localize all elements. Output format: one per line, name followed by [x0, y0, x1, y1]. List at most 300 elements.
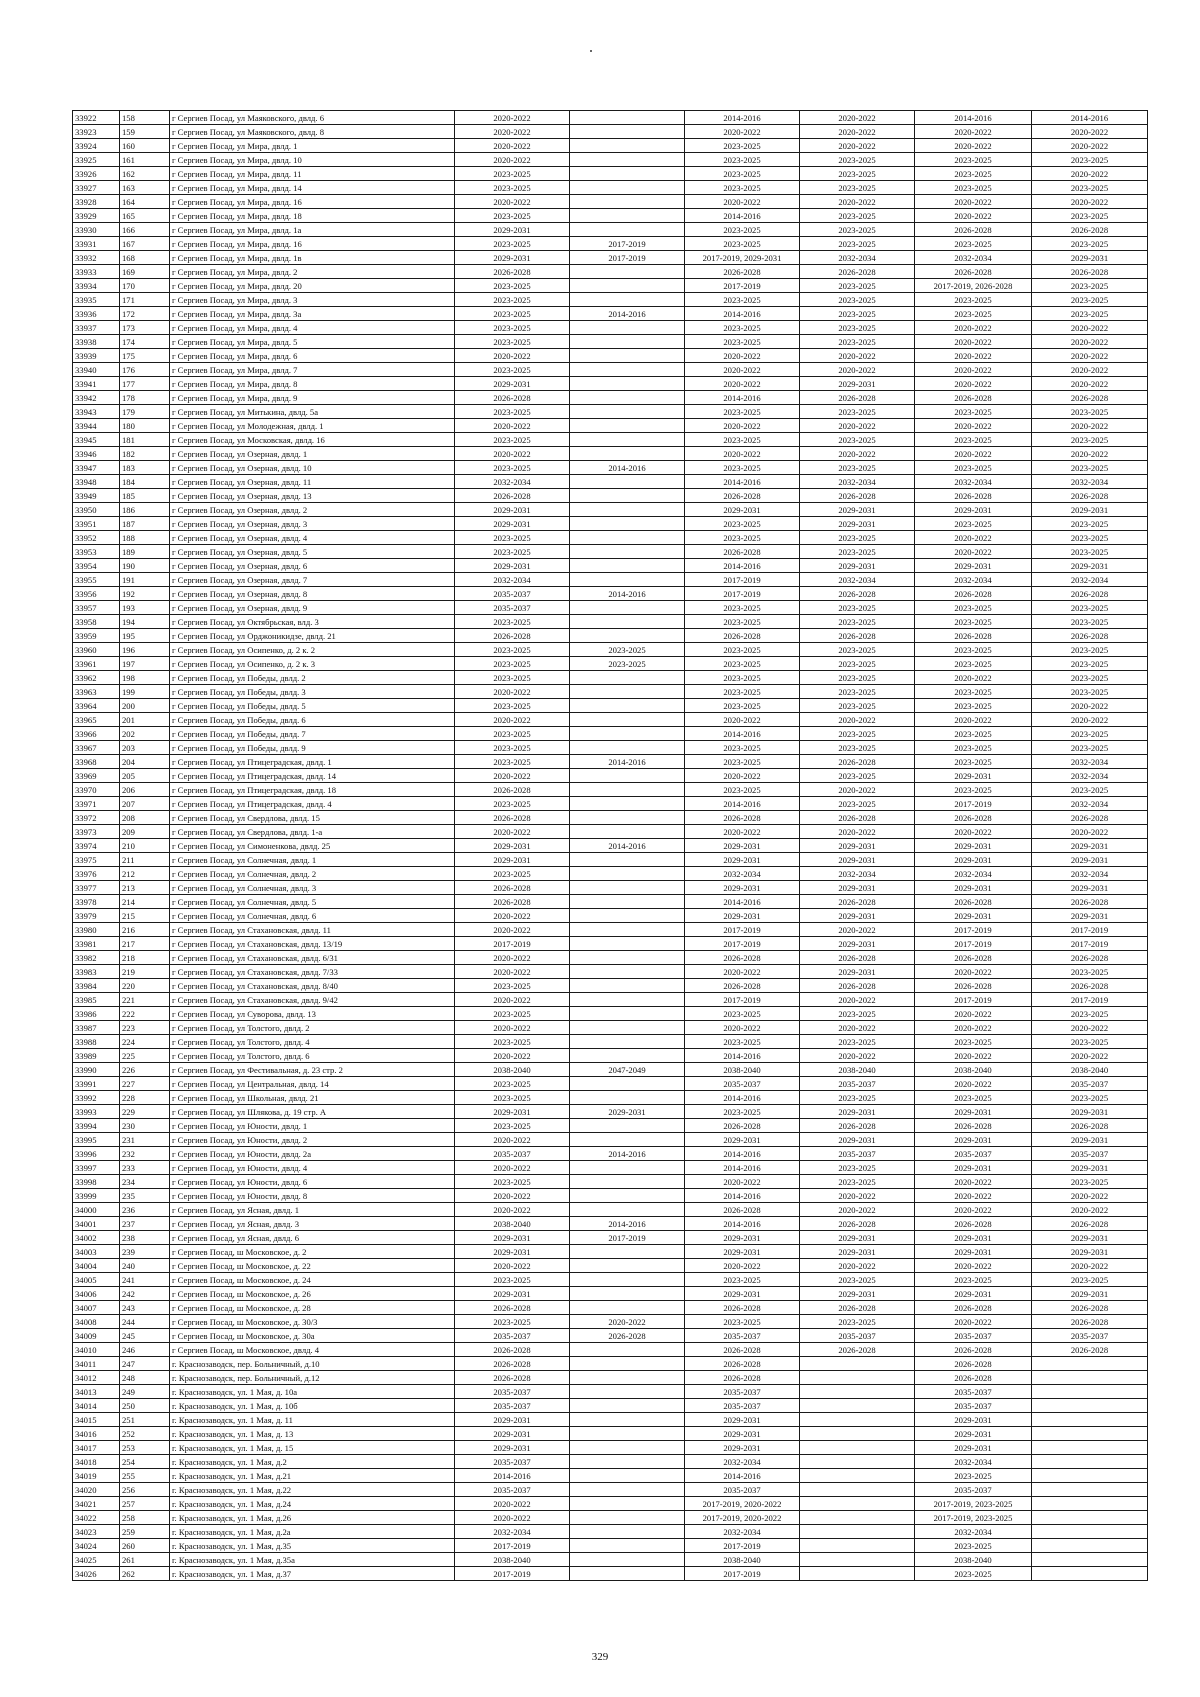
table-cell: [570, 1287, 685, 1301]
table-cell: 33934: [73, 279, 120, 293]
table-cell: г Сергиев Посад, ул Шлякова, д. 19 стр. А: [170, 1105, 455, 1119]
table-cell: 2035-2037: [915, 1147, 1032, 1161]
table-cell: 2023-2025: [455, 671, 570, 685]
table-cell: 2026-2028: [685, 489, 800, 503]
table-cell: [570, 629, 685, 643]
table-cell: 2023-2025: [800, 545, 915, 559]
table-cell: 2023-2025: [800, 769, 915, 783]
table-cell: 2026-2028: [800, 629, 915, 643]
table-cell: г Сергиев Посад, ул Осипенко, д. 2 к. 3: [170, 657, 455, 671]
table-cell: 33948: [73, 475, 120, 489]
table-cell: 2020-2022: [455, 1259, 570, 1273]
table-cell: 2026-2028: [915, 1343, 1032, 1357]
table-cell: 260: [120, 1539, 170, 1553]
table-row: [73, 867, 1148, 881]
register-rows: [73, 111, 1148, 1581]
table-cell: 2023-2025: [915, 307, 1032, 321]
table-cell: 2038-2040: [800, 1063, 915, 1077]
table-cell: 248: [120, 1371, 170, 1385]
table-cell: 2026-2028: [455, 881, 570, 895]
table-cell: 2014-2016: [685, 111, 800, 125]
table-cell: г Сергиев Посад, ш Московское, д. 30/3: [170, 1315, 455, 1329]
table-row: [73, 1203, 1148, 1217]
table-cell: 2029-2031: [1032, 503, 1148, 517]
table-cell: г Сергиев Посад, ул Солнечная, двлд. 6: [170, 909, 455, 923]
table-cell: 165: [120, 209, 170, 223]
table-row: [73, 1301, 1148, 1315]
table-cell: 2020-2022: [570, 1315, 685, 1329]
table-cell: 2014-2016: [685, 1091, 800, 1105]
table-cell: 227: [120, 1077, 170, 1091]
table-cell: 34014: [73, 1399, 120, 1413]
table-cell: 2023-2025: [455, 741, 570, 755]
table-cell: 250: [120, 1399, 170, 1413]
table-cell: [570, 1245, 685, 1259]
table-cell: 2029-2031: [685, 503, 800, 517]
table-cell: 2026-2028: [1032, 811, 1148, 825]
table-cell: 209: [120, 825, 170, 839]
table-cell: [570, 671, 685, 685]
table-cell: [570, 783, 685, 797]
table-cell: 2029-2031: [455, 1441, 570, 1455]
table-cell: 2029-2031: [800, 517, 915, 531]
table-cell: 2023-2025: [915, 237, 1032, 251]
table-cell: 2023-2025: [1032, 657, 1148, 671]
table-cell: 34001: [73, 1217, 120, 1231]
table-cell: 2029-2031: [800, 839, 915, 853]
table-cell: г Сергиев Посад, ул Стахановская, двлд. 9/42: [170, 993, 455, 1007]
table-cell: 2014-2016: [685, 209, 800, 223]
table-cell: г Сергиев Посад, ул Юности, двлд. 1: [170, 1119, 455, 1133]
table-cell: 2029-2031: [915, 881, 1032, 895]
table-cell: 2023-2025: [455, 545, 570, 559]
table-cell: 2023-2025: [800, 671, 915, 685]
table-row: [73, 895, 1148, 909]
table-cell: 33977: [73, 881, 120, 895]
table-cell: 2023-2025: [455, 1119, 570, 1133]
table-cell: 2029-2031: [915, 559, 1032, 573]
table-cell: [570, 951, 685, 965]
table-cell: 2020-2022: [455, 923, 570, 937]
table-cell: 2023-2025: [1032, 209, 1148, 223]
table-cell: [570, 1259, 685, 1273]
table-cell: 2023-2025: [800, 1007, 915, 1021]
table-cell: [1032, 1553, 1148, 1567]
table-cell: 2029-2031: [915, 1245, 1032, 1259]
table-row: [73, 1497, 1148, 1511]
table-cell: 2029-2031: [1032, 1245, 1148, 1259]
table-cell: 2023-2025: [455, 167, 570, 181]
table-cell: [570, 1539, 685, 1553]
table-cell: 2026-2028: [685, 979, 800, 993]
table-cell: г Сергиев Посад, ул Озерная, двлд. 8: [170, 587, 455, 601]
table-cell: 33942: [73, 391, 120, 405]
table-cell: 2023-2025: [1032, 1035, 1148, 1049]
table-cell: 2026-2028: [800, 391, 915, 405]
table-cell: 194: [120, 615, 170, 629]
table-cell: 2023-2025: [800, 615, 915, 629]
table-cell: 2023-2025: [455, 433, 570, 447]
table-cell: [570, 853, 685, 867]
table-cell: 2020-2022: [685, 1259, 800, 1273]
table-cell: 171: [120, 293, 170, 307]
table-row: [73, 1273, 1148, 1287]
table-cell: 2023-2025: [455, 237, 570, 251]
table-cell: г Сергиев Посад, ш Московское, д. 24: [170, 1273, 455, 1287]
table-cell: 33970: [73, 783, 120, 797]
table-row: [73, 279, 1148, 293]
table-row: [73, 1035, 1148, 1049]
table-cell: 2023-2025: [800, 181, 915, 195]
table-cell: 2023-2025: [685, 139, 800, 153]
table-cell: 240: [120, 1259, 170, 1273]
table-row: [73, 1343, 1148, 1357]
table-cell: 2032-2034: [1032, 797, 1148, 811]
table-cell: 2032-2034: [1032, 755, 1148, 769]
table-cell: 2020-2022: [455, 153, 570, 167]
table-cell: 34009: [73, 1329, 120, 1343]
table-cell: 2023-2025: [915, 405, 1032, 419]
table-cell: 2029-2031: [455, 1427, 570, 1441]
table-cell: 2035-2037: [455, 1385, 570, 1399]
table-cell: г. Краснозаводск, ул. 1 Мая, д.35а: [170, 1553, 455, 1567]
table-cell: г Сергиев Посад, ул Стахановская, двлд. 13/19: [170, 937, 455, 951]
table-cell: 224: [120, 1035, 170, 1049]
table-row: [73, 475, 1148, 489]
table-cell: 2023-2025: [800, 153, 915, 167]
table-cell: 2023-2025: [915, 1539, 1032, 1553]
table-cell: [800, 1511, 915, 1525]
table-cell: 170: [120, 279, 170, 293]
table-row: [73, 377, 1148, 391]
table-cell: 2026-2028: [685, 811, 800, 825]
table-cell: 2020-2022: [800, 1203, 915, 1217]
table-cell: 33924: [73, 139, 120, 153]
table-cell: г Сергиев Посад, ул Озерная, двлд. 6: [170, 559, 455, 573]
table-cell: 2014-2016: [570, 587, 685, 601]
table-cell: 2023-2025: [685, 755, 800, 769]
table-cell: 2023-2025: [685, 1007, 800, 1021]
table-cell: 33953: [73, 545, 120, 559]
table-cell: 251: [120, 1413, 170, 1427]
table-cell: [570, 433, 685, 447]
table-cell: г Сергиев Посад, ул Озерная, двлд. 2: [170, 503, 455, 517]
table-cell: 2014-2016: [685, 1147, 800, 1161]
table-row: [73, 1091, 1148, 1105]
table-cell: 2032-2034: [915, 1455, 1032, 1469]
table-cell: 33932: [73, 251, 120, 265]
table-cell: 2020-2022: [915, 195, 1032, 209]
table-cell: [570, 1385, 685, 1399]
table-cell: 2026-2028: [800, 265, 915, 279]
table-cell: 2023-2025: [685, 1273, 800, 1287]
table-cell: г Сергиев Посад, ул Мира, двлд. 9: [170, 391, 455, 405]
table-cell: 2023-2025: [1032, 741, 1148, 755]
table-cell: г. Краснозаводск, ул. 1 Мая, д.2: [170, 1455, 455, 1469]
table-cell: 2020-2022: [455, 685, 570, 699]
table-cell: [570, 909, 685, 923]
table-cell: 2032-2034: [915, 1525, 1032, 1539]
table-cell: 2029-2031: [455, 1231, 570, 1245]
table-cell: 2014-2016: [570, 755, 685, 769]
table-cell: 33937: [73, 321, 120, 335]
table-cell: 34019: [73, 1469, 120, 1483]
table-cell: 2032-2034: [1032, 769, 1148, 783]
table-cell: 2014-2016: [685, 727, 800, 741]
table-cell: 225: [120, 1049, 170, 1063]
table-cell: г Сергиев Посад, ул Маяковского, двлд. 6: [170, 111, 455, 125]
table-cell: [570, 1427, 685, 1441]
table-cell: 2023-2025: [915, 293, 1032, 307]
table-cell: 2032-2034: [915, 867, 1032, 881]
table-cell: 2020-2022: [1032, 167, 1148, 181]
table-cell: 187: [120, 517, 170, 531]
table-cell: 247: [120, 1357, 170, 1371]
table-cell: 2014-2016: [455, 1469, 570, 1483]
table-cell: 2017-2019: [570, 237, 685, 251]
table-cell: 34026: [73, 1567, 120, 1581]
table-cell: г Сергиев Посад, ш Московское, д. 22: [170, 1259, 455, 1273]
table-cell: 2020-2022: [1032, 1203, 1148, 1217]
table-cell: 34012: [73, 1371, 120, 1385]
table-row: [73, 1371, 1148, 1385]
table-cell: 33971: [73, 797, 120, 811]
table-cell: 2020-2022: [455, 769, 570, 783]
table-cell: г Сергиев Посад, ул Мира, двлд. 20: [170, 279, 455, 293]
table-cell: 2020-2022: [455, 1133, 570, 1147]
table-cell: 2017-2019: [1032, 937, 1148, 951]
table-cell: г Сергиев Посад, ш Московское, д. 26: [170, 1287, 455, 1301]
table-cell: [800, 1399, 915, 1413]
table-cell: 2023-2025: [800, 1091, 915, 1105]
table-cell: [800, 1469, 915, 1483]
table-cell: 2029-2031: [455, 503, 570, 517]
table-cell: г. Краснозаводск, ул. 1 Мая, д. 13: [170, 1427, 455, 1441]
table-cell: 158: [120, 111, 170, 125]
table-cell: [570, 937, 685, 951]
table-cell: 2014-2016: [685, 307, 800, 321]
table-cell: 2038-2040: [915, 1063, 1032, 1077]
table-row: [73, 335, 1148, 349]
table-cell: [570, 265, 685, 279]
table-cell: [570, 405, 685, 419]
table-cell: 2017-2019: [1032, 993, 1148, 1007]
table-cell: 2017-2019: [455, 1539, 570, 1553]
table-cell: 2029-2031: [1032, 881, 1148, 895]
table-cell: 2020-2022: [1032, 713, 1148, 727]
table-row: [73, 125, 1148, 139]
table-cell: 2020-2022: [455, 125, 570, 139]
table-cell: 2035-2037: [915, 1385, 1032, 1399]
table-cell: 2017-2019: [685, 993, 800, 1007]
table-cell: г Сергиев Посад, ул Толстого, двлд. 4: [170, 1035, 455, 1049]
table-cell: [570, 1077, 685, 1091]
table-row: [73, 839, 1148, 853]
table-cell: г Сергиев Посад, ул Юности, двлд. 8: [170, 1189, 455, 1203]
table-cell: 2017-2019: [685, 923, 800, 937]
table-cell: г Сергиев Посад, ул Мира, двлд. 1: [170, 139, 455, 153]
table-cell: 2029-2031: [800, 1231, 915, 1245]
table-cell: г. Краснозаводск, ул. 1 Мая, д.21: [170, 1469, 455, 1483]
table-cell: 33959: [73, 629, 120, 643]
table-row: [73, 419, 1148, 433]
table-cell: 2023-2025: [1032, 615, 1148, 629]
table-cell: 2014-2016: [570, 839, 685, 853]
table-cell: [570, 741, 685, 755]
table-cell: 2026-2028: [800, 811, 915, 825]
table-cell: 2020-2022: [800, 139, 915, 153]
table-row: [73, 391, 1148, 405]
table-cell: 2023-2025: [1032, 643, 1148, 657]
table-cell: г Сергиев Посад, ул Птицеградская, двлд. 1: [170, 755, 455, 769]
table-cell: 2023-2025: [1032, 279, 1148, 293]
table-cell: [570, 223, 685, 237]
table-cell: 2029-2031: [455, 517, 570, 531]
table-cell: г Сергиев Посад, ул Молодежная, двлд. 1: [170, 419, 455, 433]
table-cell: 2020-2022: [1032, 321, 1148, 335]
table-cell: 2023-2025: [455, 755, 570, 769]
table-cell: 33996: [73, 1147, 120, 1161]
table-cell: 2026-2028: [1032, 223, 1148, 237]
page-number: 329: [591, 1651, 609, 1663]
table-cell: 176: [120, 363, 170, 377]
table-cell: [570, 1301, 685, 1315]
table-cell: 2020-2022: [915, 1007, 1032, 1021]
table-cell: 2038-2040: [455, 1553, 570, 1567]
table-cell: 2023-2025: [800, 1175, 915, 1189]
table-cell: 33944: [73, 419, 120, 433]
table-cell: 33935: [73, 293, 120, 307]
table-cell: 2017-2019: [915, 937, 1032, 951]
table-cell: г Сергиев Посад, ш Московское, д. 28: [170, 1301, 455, 1315]
table-cell: г Сергиев Посад, ул Мира, двлд. 3: [170, 293, 455, 307]
table-row: [73, 1231, 1148, 1245]
table-cell: 163: [120, 181, 170, 195]
table-cell: 2029-2031: [685, 1413, 800, 1427]
table-cell: 230: [120, 1119, 170, 1133]
table-cell: 2029-2031: [915, 909, 1032, 923]
table-cell: [570, 895, 685, 909]
table-cell: 2020-2022: [455, 195, 570, 209]
table-cell: 2020-2022: [1032, 139, 1148, 153]
table-row: [73, 1399, 1148, 1413]
table-cell: г Сергиев Посад, ул Победы, двлд. 6: [170, 713, 455, 727]
table-cell: 2026-2028: [1032, 629, 1148, 643]
table-cell: 253: [120, 1441, 170, 1455]
table-row: [73, 797, 1148, 811]
table-cell: 2032-2034: [685, 1455, 800, 1469]
table-cell: г Сергиев Посад, ул Мира, двлд. 16: [170, 237, 455, 251]
table-cell: г Сергиев Посад, ул Маяковского, двлд. 8: [170, 125, 455, 139]
table-cell: г Сергиев Посад, ул Школьная, двлд. 21: [170, 1091, 455, 1105]
table-cell: 2023-2025: [1032, 1007, 1148, 1021]
table-cell: 34013: [73, 1385, 120, 1399]
table-row: [73, 1259, 1148, 1273]
table-cell: 179: [120, 405, 170, 419]
table-cell: 33982: [73, 951, 120, 965]
table-cell: [570, 195, 685, 209]
table-row: [73, 1217, 1148, 1231]
table-row: [73, 1455, 1148, 1469]
table-cell: 2032-2034: [915, 251, 1032, 265]
table-cell: 2029-2031: [455, 251, 570, 265]
table-cell: [570, 1525, 685, 1539]
table-cell: 2020-2022: [800, 713, 915, 727]
table-row: [73, 769, 1148, 783]
table-cell: 2026-2028: [915, 391, 1032, 405]
table-cell: 2023-2025: [1032, 965, 1148, 979]
table-cell: 33989: [73, 1049, 120, 1063]
table-cell: 2026-2028: [685, 265, 800, 279]
table-cell: 2023-2025: [915, 167, 1032, 181]
table-cell: 2026-2028: [685, 951, 800, 965]
table-cell: 2026-2028: [455, 811, 570, 825]
table-cell: 2026-2028: [800, 951, 915, 965]
table-cell: 2023-2025: [685, 223, 800, 237]
table-cell: 243: [120, 1301, 170, 1315]
table-row: [73, 1021, 1148, 1035]
table-cell: 2029-2031: [685, 1133, 800, 1147]
table-cell: 2023-2025: [685, 335, 800, 349]
table-cell: г Сергиев Посад, ул Мира, двлд. 5: [170, 335, 455, 349]
table-row: [73, 923, 1148, 937]
table-cell: 2023-2025: [800, 1273, 915, 1287]
table-cell: [570, 1133, 685, 1147]
table-cell: 2017-2019: [1032, 923, 1148, 937]
table-row: [73, 601, 1148, 615]
table-cell: 2020-2022: [455, 1189, 570, 1203]
table-cell: 2026-2028: [455, 265, 570, 279]
table-cell: 2020-2022: [455, 1511, 570, 1525]
table-cell: 2023-2025: [800, 433, 915, 447]
table-row: [73, 223, 1148, 237]
table-cell: [570, 979, 685, 993]
table-cell: 262: [120, 1567, 170, 1581]
table-cell: 182: [120, 447, 170, 461]
table-cell: 2026-2028: [685, 1301, 800, 1315]
table-cell: 2029-2031: [455, 1105, 570, 1119]
table-cell: 2017-2019: [685, 1539, 800, 1553]
table-row: [73, 1105, 1148, 1119]
table-cell: 2029-2031: [455, 1245, 570, 1259]
table-cell: 33998: [73, 1175, 120, 1189]
table-cell: 33966: [73, 727, 120, 741]
table-cell: г Сергиев Посад, ул Стахановская, двлд. 6/31: [170, 951, 455, 965]
table-cell: 2032-2034: [1032, 867, 1148, 881]
table-cell: 33992: [73, 1091, 120, 1105]
table-cell: 2017-2019, 2020-2022: [685, 1511, 800, 1525]
table-cell: 2023-2025: [915, 181, 1032, 195]
table-cell: 212: [120, 867, 170, 881]
table-cell: 2020-2022: [455, 349, 570, 363]
table-cell: 2026-2028: [915, 1217, 1032, 1231]
table-cell: 2020-2022: [455, 825, 570, 839]
table-cell: [570, 1175, 685, 1189]
table-cell: 2026-2028: [1032, 1119, 1148, 1133]
table-row: [73, 1133, 1148, 1147]
table-cell: [1032, 1525, 1148, 1539]
table-cell: 222: [120, 1007, 170, 1021]
table-cell: 2026-2028: [800, 979, 915, 993]
table-cell: 2026-2028: [915, 629, 1032, 643]
table-cell: 2020-2022: [915, 335, 1032, 349]
table-cell: 33933: [73, 265, 120, 279]
table-cell: 2026-2028: [685, 1203, 800, 1217]
table-cell: 2020-2022: [915, 1203, 1032, 1217]
table-cell: [570, 503, 685, 517]
table-cell: 2026-2028: [570, 1329, 685, 1343]
table-cell: г. Краснозаводск, ул. 1 Мая, д. 11: [170, 1413, 455, 1427]
